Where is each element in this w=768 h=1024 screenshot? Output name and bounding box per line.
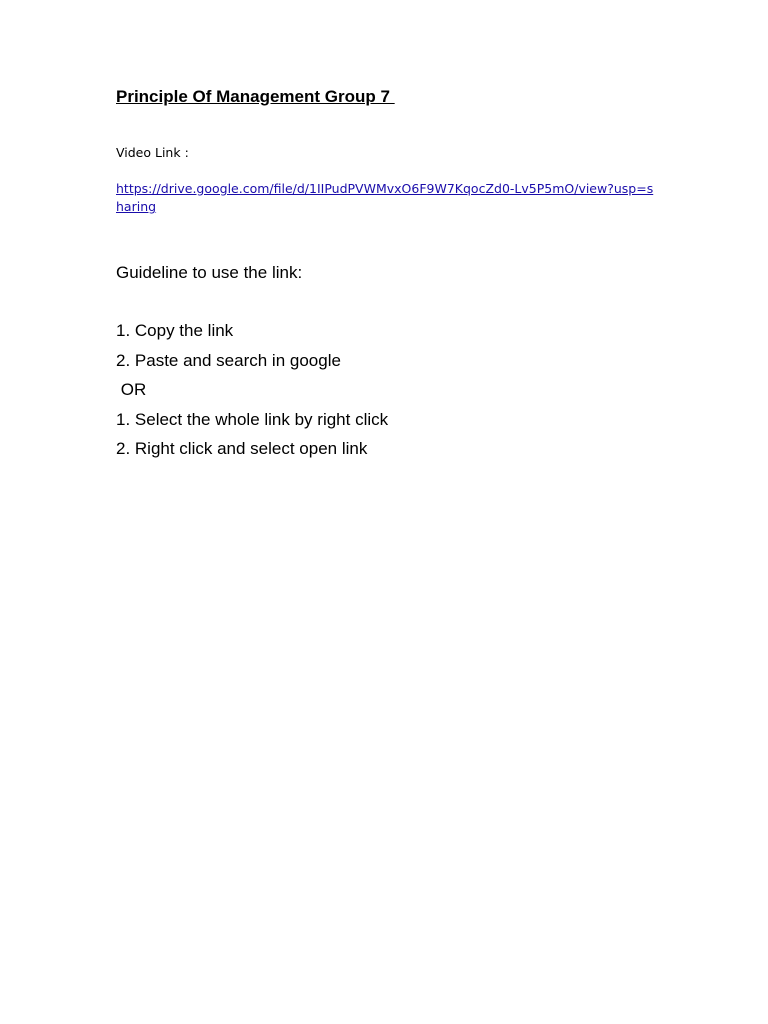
guideline-steps — [116, 320, 388, 468]
step-separator-or: OR — [116, 380, 147, 399]
document-title: Principle Of Management Group 7 — [116, 87, 395, 106]
video-link[interactable]: https://drive.google.com/file/d/1IIPudPVWMvxO6F9W7KqocZd0-Lv5P5mO/view?usp=sharing — [116, 181, 654, 214]
step-item: 1. Copy the link — [116, 321, 234, 340]
step-item: 2. Right click and select open link — [116, 439, 368, 458]
guideline-heading: Guideline to use the link: — [116, 263, 303, 282]
step-item: 1. Select the whole link by right click — [116, 409, 389, 429]
video-link-label: Video Link : — [116, 145, 189, 160]
step-item: 2. Paste and search in google — [116, 350, 341, 370]
